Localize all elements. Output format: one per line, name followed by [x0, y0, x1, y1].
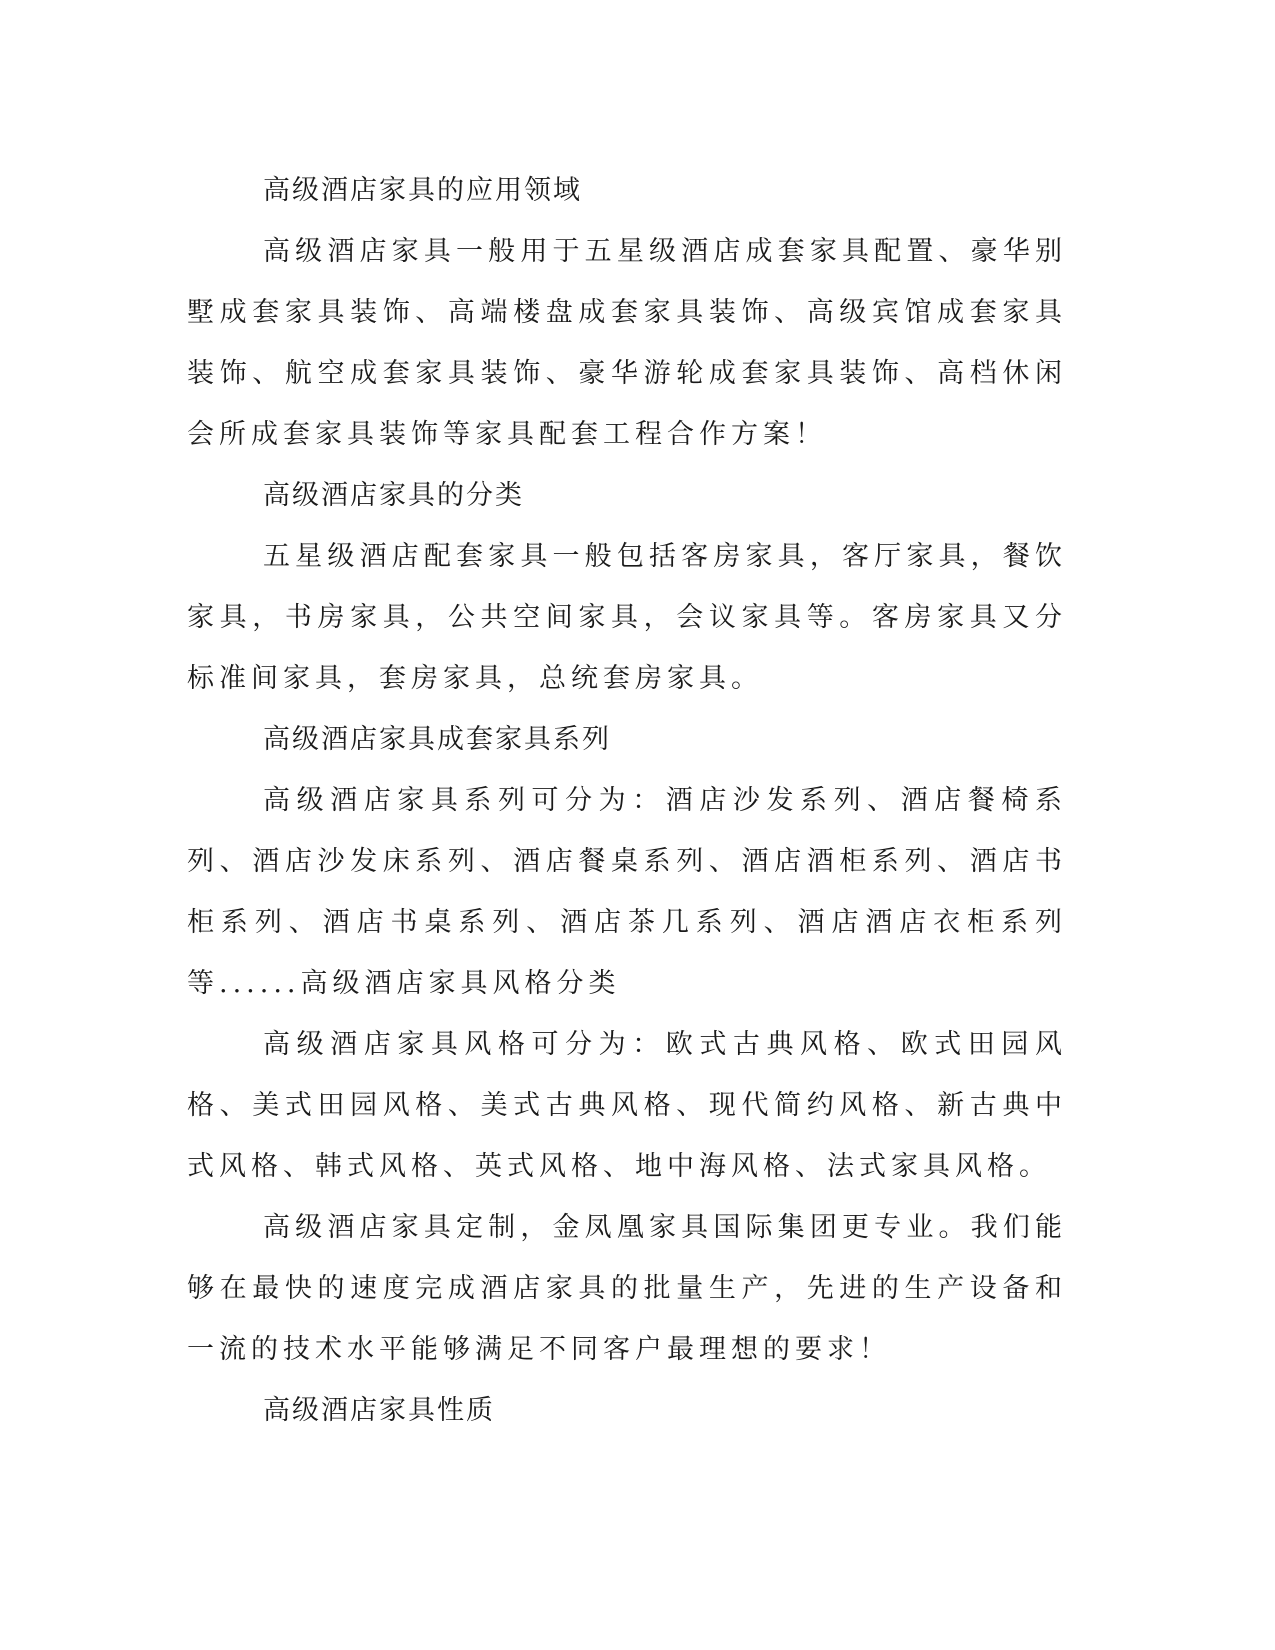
- paragraph-application: 高级酒店家具一般用于五星级酒店成套家具配置、豪华别墅成套家具装饰、高端楼盘成套家具装饰、高级宾馆成套家具装饰、航空成套家具装饰、豪华游轮成套家具装饰、高档休闲会所成套家具装饰等家具配套工程合作方案！: [187, 236, 1067, 450]
- paragraph-series: 高级酒店家具系列可分为：酒店沙发系列、酒店餐椅系列、酒店沙发床系列、酒店餐桌系列、酒店酒柜系列、酒店书柜系列、酒店书桌系列、酒店茶几系列、酒店酒店衣柜系列等......高级酒店家具风格分类: [187, 785, 1067, 999]
- section-heading-nature: 高级酒店家具性质: [263, 1395, 495, 1426]
- paragraph-styles: 高级酒店家具风格可分为：欧式古典风格、欧式田园风格、美式田园风格、美式古典风格、现代简约风格、新古典中式风格、韩式风格、英式风格、地中海风格、法式家具风格。: [187, 1029, 1067, 1182]
- paragraph-classification: 五星级酒店配套家具一般包括客房家具，客厅家具，餐饮家具，书房家具，公共空间家具，会议家具等。客房家具又分标准间家具，套房家具，总统套房家具。: [187, 541, 1067, 694]
- section-heading-series: 高级酒店家具成套家具系列: [263, 724, 611, 755]
- section-heading-classification: 高级酒店家具的分类: [263, 480, 524, 511]
- section-heading-application: 高级酒店家具的应用领域: [263, 175, 582, 206]
- paragraph-customization: 高级酒店家具定制，金凤凰家具国际集团更专业。我们能够在最快的速度完成酒店家具的批量生产，先进的生产设备和一流的技术水平能够满足不同客户最理想的要求！: [187, 1212, 1067, 1365]
- document-body: [187, 160, 1067, 1441]
